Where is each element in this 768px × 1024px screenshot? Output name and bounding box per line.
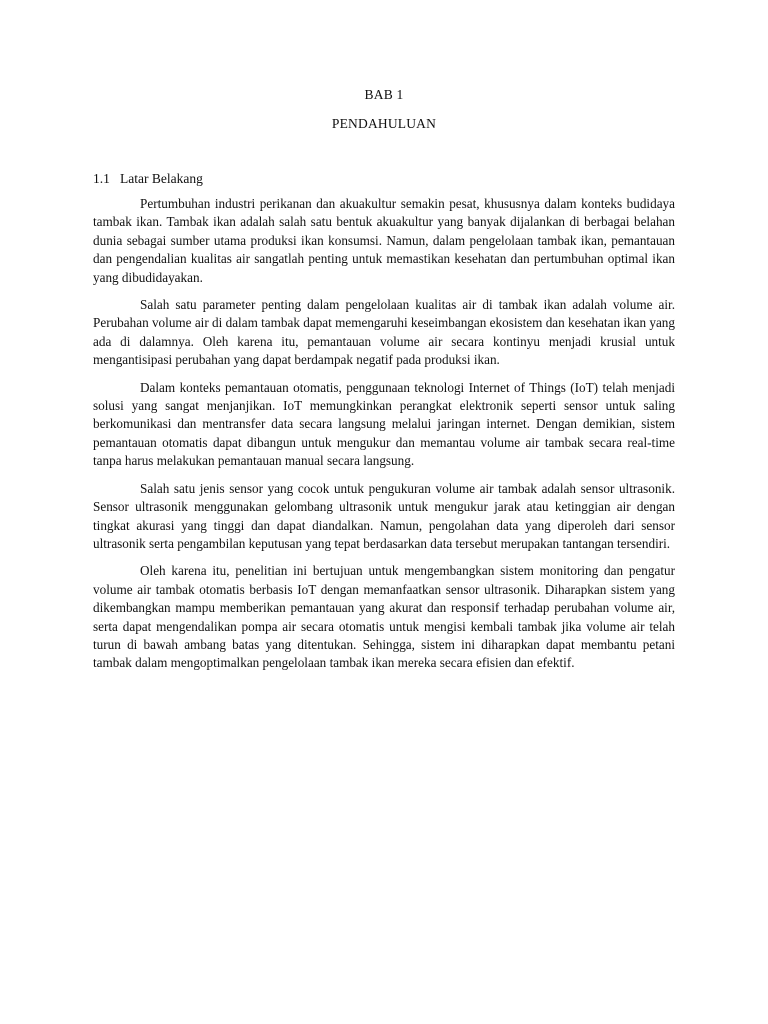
section-heading: [93, 171, 203, 187]
paragraph: Pertumbuhan industri perikanan dan akuakultur semakin pesat, khususnya dalam konteks budidaya tambak ikan. Tambak ikan adalah salah satu bentuk akuakultur yang banyak dijalankan di berbagai belahan dunia sebagai sumber utama produksi ikan konsumsi. Namun, dalam pengelolaan tambak ikan, pemantauan dan pengendalian kualitas air sangatlah penting untuk memastikan kesehatan dan pertumbuhan optimal ikan yang dibudidayakan.: [93, 196, 675, 285]
chapter-title: PENDAHULUAN: [331, 116, 437, 131]
section-title: Latar Belakang: [120, 171, 203, 186]
section-number: 1.1: [93, 171, 110, 186]
paragraph: Salah satu jenis sensor yang cocok untuk pengukuran volume air tambak adalah sensor ultrasonik. Sensor ultrasonik menggunakan gelombang ultrasonik untuk mengukur jarak atau ketinggian air dengan tingkat akurasi yang tinggi dan dapat diandalkan. Namun, pengolahan data yang diperoleh dari sensor ultrasonik serta pengambilan keputusan yang tepat berdasarkan data tersebut merupakan tantangan tersendiri.: [93, 480, 675, 551]
paragraph: Salah satu parameter penting dalam pengelolaan kualitas air di tambak ikan adalah volume air. Perubahan volume air di dalam tambak dapat memengaruhi keseimbangan ekosistem dan kesehatan ikan yang ada di dalamnya. Oleh karena itu, pemantauan volume air secara kontinyu menjadi krusial untuk mengantisipasi perubahan yang dapat berdampak negatif pada produksi ikan.: [93, 297, 675, 368]
paragraph: Oleh karena itu, penelitian ini bertujuan untuk mengembangkan sistem monitoring dan pengatur volume air tambak otomatis berbasis IoT dengan memanfaatkan sensor ultrasonik. Diharapkan sistem yang dikembangkan mampu memberikan pemantauan yang akurat dan responsif terhadap perubahan volume air, serta dapat mengendalikan pompa air secara otomatis untuk mengisi kembali tambak jika volume air telah turun di bawah ambang batas yang ditentukan. Sehingga, sistem ini diharapkan dapat membantu petani tambak dalam mengoptimalkan pengelolaan tambak ikan mereka secara efisien dan efektif.: [93, 563, 675, 671]
chapter-number: BAB 1: [364, 87, 404, 102]
paragraph: Dalam konteks pemantauan otomatis, penggunaan teknologi Internet of Things (IoT) telah menjadi solusi yang sangat menjanjikan. IoT memungkinkan perangkat elektronik seperti sensor untuk saling berkomunikasi dan mentransfer data secara langsung melalui jaringan internet. Dengan demikian, sistem pemantauan otomatis dapat dibangun untuk mengukur dan memantau volume air tambak secara real-time tanpa harus melakukan pemantauan manual secara langsung.: [93, 379, 675, 469]
body-text: [93, 195, 675, 682]
